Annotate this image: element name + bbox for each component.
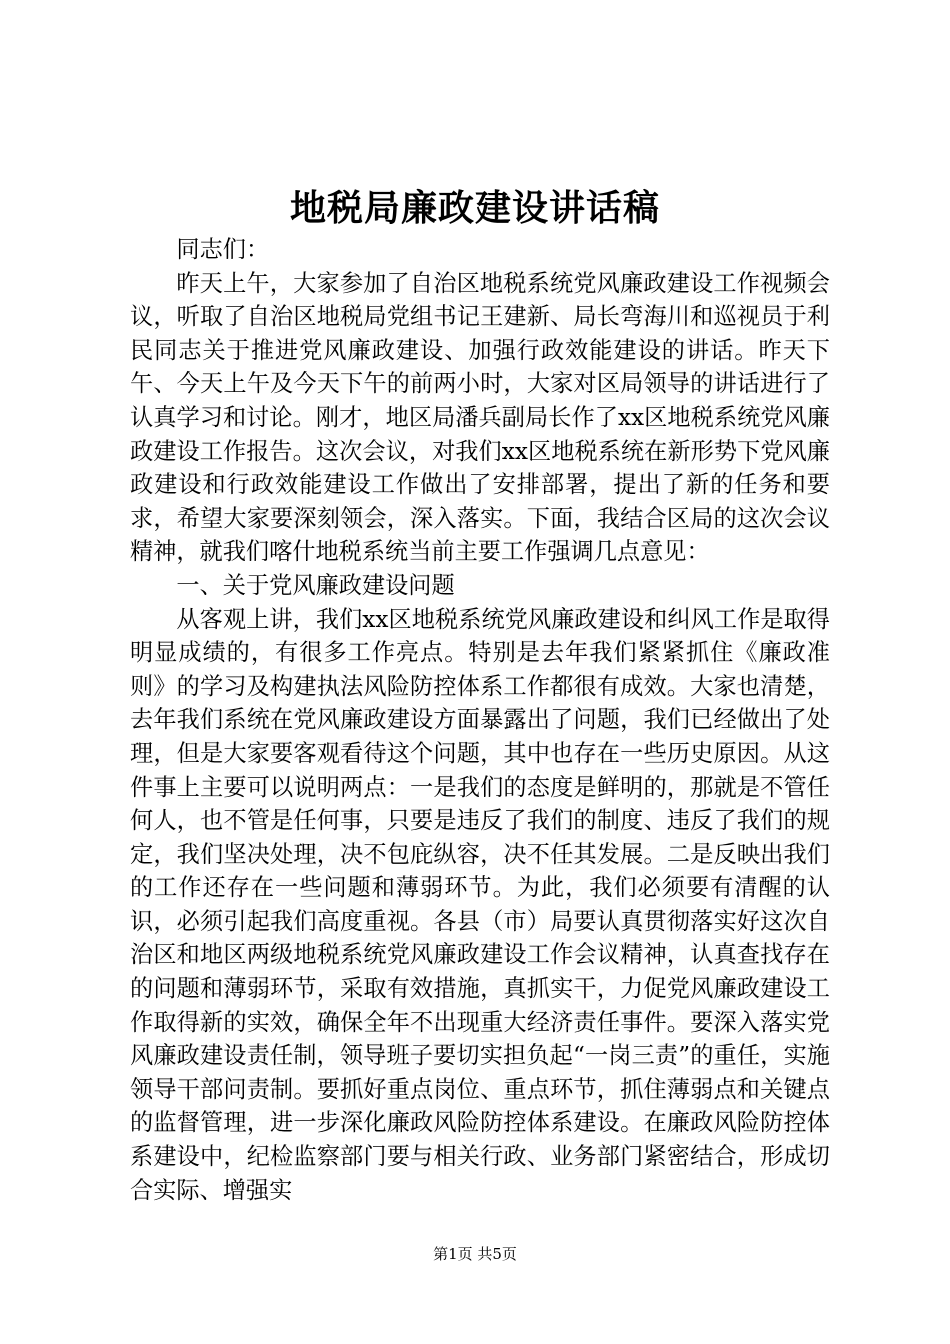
body-paragraph: 从客观上讲，我们xx区地税系统党风廉政建设和纠风工作是取得明显成绩的，有很多工作亮点。特别是去年我们紧紧抓住《廉政准则》的学习及构建执法风险防控体系工作都很有成效。大家也清楚，去年我们系统在党风廉政建设方面暴露出了问题，我们已经做出了处理，但是大家要客观看待这个问题，其中也存在一些历史原因。从这件事上主要可以说明两点：一是我们的态度是鲜明的，那就是不管任何人，也不管是任何事，只要是违反了我们的制度、违反了我们的规定，我们坚决处理，决不包庇纵容，决不任其发展。二是反映出我们的工作还存在一些问题和薄弱环节。为此，我们必须要有清醒的认识，必须引起我们高度重视。各县（市）局要认真贯彻落实好这次自治区和地区两级地税系统党风廉政建设工作会议精神，认真查找存在的问题和薄弱环节，采取有效措施，真抓实干，力促党风廉政建设工作取得新的实效，确保全年不出现重大经济责任事件。要深入落实党风廉政建设责任制，领导班子要切实担负起“一岗三责”的重任，实施领导干部问责制。要抓好重点岗位、重点环节，抓住薄弱点和关键点的监督管理，进一步深化廉政风险防控体系建设。在廉政风险防控体系建设中，纪检监察部门要与相关行政、业务部门紧密结合，形成切合实际、增强实: [130, 605, 830, 1204]
section-heading: 一、关于党风廉政建设问题: [176, 571, 455, 599]
intro-paragraph: 昨天上午，大家参加了自治区地税系统党风廉政建设工作视频会议，听取了自治区地税局党组书记王建新、局长弯海川和巡视员于利民同志关于推进党风廉政建设、加强行政效能建设的讲话。昨天下午、今天上午及今天下午的前两小时，大家对区局领导的讲话进行了认真学习和讨论。刚才，地区局潘兵副局长作了xx区地税系统党风廉政建设工作报告。这次会议，对我们xx区地税系统在新形势下党风廉政建设和行政效能建设工作做出了安排部署，提出了新的任务和要求，希望大家要深刻领会，深入落实。下面，我结合区局的这次会议精神，就我们喀什地税系统当前主要工作强调几点意见：: [130, 269, 830, 566]
document-title: 地税局廉政建设讲话稿: [289, 187, 660, 229]
page-footer: 第1页 共5页: [433, 1245, 517, 1263]
document-body: [130, 233, 830, 1207]
salutation-paragraph: 同志们：: [176, 236, 270, 263]
